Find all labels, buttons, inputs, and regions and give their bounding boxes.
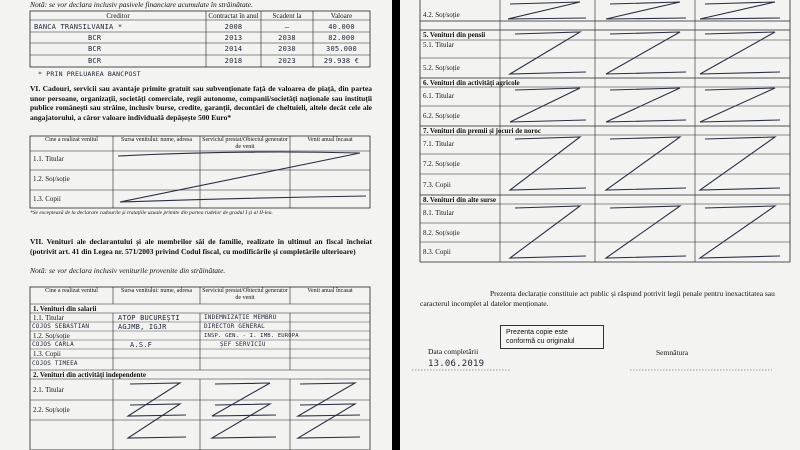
income-row-3-label: 1.2. Soț/soție [33,332,70,340]
conformity-stamp: Prezenta copie este conformă cu originalul [500,325,604,349]
declaration-text: Prezenta declarație constituie act public și răspund potrivit legii penale pentru inexactitatea sau caracterul incomplet al datelor menționate. [420,289,775,308]
row-7-2-spouse: 7.2. Soț/soție [423,160,460,168]
income-row-2-service: DIRECTOR GENERAL [204,323,265,330]
income-row-1-service: INDEMNIZAȚIE MEMBRU [204,314,277,321]
row-4-2-spouse: 4.2. Soț/soție [423,11,460,19]
income-section-2: 2. Venituri din activități independente [33,371,146,379]
debts-footnote: * PRIN PRELUAREA BANCPOST [38,70,141,78]
header-year: Contractat în anul [208,12,259,20]
debt-creditor-4: BCR [88,57,102,65]
debt-value-2: 82.000 [328,34,355,42]
date-underline [400,0,800,450]
row-7-3-children: 7.3. Copii [423,181,451,189]
debt-creditor-3: BCR [88,45,102,53]
income-sec2-titular: 2.1. Titular [33,386,64,394]
row-8-3-children: 8.3. Copii [423,248,451,256]
gifts-row-spouse: 1.2. Soț/soție [33,175,70,183]
income-header-who: Cine a realizat venitul [45,288,98,294]
gifts-header-income: Venit anual încasat [307,137,353,143]
debt-year-2: 2013 [224,34,243,42]
left-page [0,0,392,450]
income-header-income: Venit anual încasat [307,288,353,294]
gifts-footnote: *Se exceptează de la declarare cadourile și tratațiile uzuale primite din partea rudelor de gradul I și al II-lea. [30,210,273,216]
gifts-header-who: Cine a realizat venitul [45,137,98,143]
gifts-row-titular: 1.1. Titular [33,155,64,163]
signature-label: Semnătura [656,348,689,357]
debt-due-4: 2023 [278,57,296,65]
note-top: Notă: se vor declara inclusiv pasivele financiare acumulate în străinătate. [30,0,254,9]
debt-year-4: 2018 [224,57,243,65]
row-7-1-titular: 7.1. Titular [423,140,454,148]
income-sec2-spouse: 2.2. Soț/soție [33,406,70,414]
income-section-1: 1. Venituri din salarii [33,305,97,313]
section-7-prizes-title: 7. Venituri din premii și jocuri de noroc [423,127,541,135]
header-due: Scadent la [272,12,302,20]
income-row-3-service: INSP. GEN. - I. IMB. EUROPA [204,333,299,339]
date-value: 13.06.2019 [428,359,485,369]
gifts-row-children: 1.3. Copii [33,195,61,203]
income-row-5-label: 1.3. Copii [33,350,61,358]
income-header-source: Sursa venitului: nume, adresa [121,288,192,294]
debt-value-3: 305.000 [326,45,357,53]
row-6-2-spouse: 6.2. Soț/soție [423,112,460,120]
gifts-header-source: Sursa venitului: nume, adresa [121,137,192,143]
header-creditor: Creditor [106,12,130,20]
income-row-2-source: AGJMB, IGJR [118,323,167,331]
debt-value-1: 40.000 [328,23,355,31]
income-row-6-label: COJOS TIMEEA [32,360,78,367]
income-row-1-label: 1.1. Titular [33,314,64,322]
income-row-1-source: ATOP BUCUREȘTI [118,314,180,322]
row-5-1-titular: 5.1. Titular [423,41,454,49]
debt-creditor-1: BANCA TRANSILVANIA * [34,23,123,31]
right-page [400,0,800,450]
debt-due-2: 2038 [278,34,296,42]
note-7: Notă: se vor declara inclusiv veniturile provenite din străinătate. [30,266,226,275]
row-6-1-titular: 6.1. Titular [423,92,454,100]
right-table-lines [400,0,800,450]
income-row-2-label: COJOS SEBASTIAN [32,323,90,330]
row-5-2-spouse: 5.2. Soț/soție [423,64,460,72]
row-8-2-spouse: 8.2. Soț/soție [423,229,460,237]
debt-creditor-2: BCR [88,34,102,42]
income-row-4-label: COJOS CARLA [32,341,74,348]
debt-due-3: 2038 [278,45,296,53]
row-8-1-titular: 8.1. Titular [423,209,454,217]
debt-year-1: 2008 [224,23,243,31]
section-5-title: 5. Venituri din pensii [423,31,486,39]
debt-value-4: 29.938 € [323,57,360,65]
debt-due-1: — [284,23,290,31]
date-label: Data completării [428,347,479,356]
header-value: Valoare [330,12,353,20]
income-row-4-source: A.S.F [130,341,153,349]
section-8-title: 8. Venituri din alte surse [423,196,496,204]
income-row-4-service: ȘEF SERVICIU [220,341,266,348]
gifts-header-service: Serviciul prestat/Obiectul generator de venit [202,137,288,150]
debt-year-3: 2014 [224,45,243,53]
income-header-service: Serviciul prestat/Obiectul generator de venit [202,288,288,301]
section-6-title: VI. Cadouri, servicii sau avantaje primite gratuit sau subvenționate față de valoarea de piață, din partea unor persoane, organizații, societăți comerciale, regii autonome, companii/societăți naționale sau instituții publice românești sau străine, inclusiv burse, credite, garanții, decontări de cheltuieli, altele decât cele ale angajatorului, a căror valoare individuală depășește 500 Euro* [30,84,372,122]
section-6-agri-title: 6. Venituri din activități agricole [423,79,520,87]
section-7-title: VII. Venituri ale declarantului și ale membrilor săi de familie, realizate în ultimul an fiscal încheiat (potrivit art. 41 din Legea nr. 571/2003 privind Codul fiscal, cu modificările și completările ulterioare) [30,237,372,256]
